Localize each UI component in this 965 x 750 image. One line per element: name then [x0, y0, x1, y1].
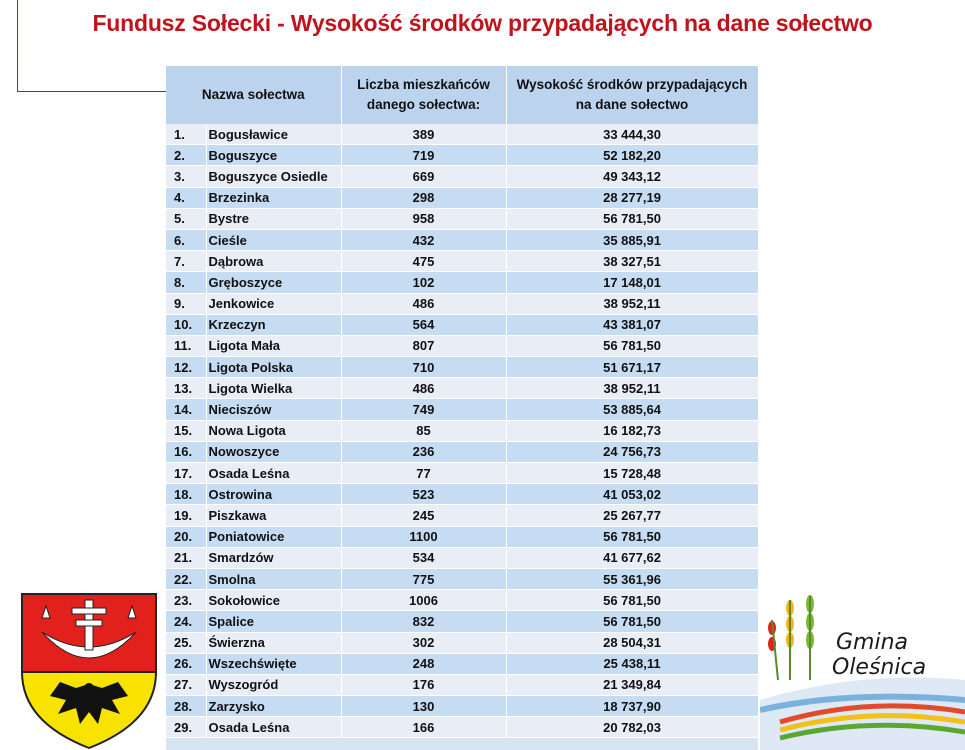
- row-name: Krzeczyn: [206, 314, 341, 335]
- row-amount: 56 781,50: [506, 611, 758, 632]
- row-population: 1100: [341, 526, 506, 547]
- row-number: 12.: [166, 357, 206, 378]
- table-row: [166, 441, 758, 462]
- row-name: Ligota Polska: [206, 357, 341, 378]
- row-number: 7.: [166, 251, 206, 272]
- row-number: 2.: [166, 145, 206, 166]
- table-row: [166, 166, 758, 187]
- row-population: 710: [341, 357, 506, 378]
- row-amount: 56 781,50: [506, 526, 758, 547]
- row-population: 130: [341, 696, 506, 717]
- table-row: [166, 484, 758, 505]
- row-number: 16.: [166, 441, 206, 462]
- row-name: Boguszyce: [206, 145, 341, 166]
- row-amount: 52 182,20: [506, 145, 758, 166]
- row-population: 749: [341, 399, 506, 420]
- row-name: Spalice: [206, 611, 341, 632]
- table-row: [166, 335, 758, 356]
- row-amount: 41 677,62: [506, 547, 758, 568]
- row-population: 564: [341, 314, 506, 335]
- row-amount: 38 952,11: [506, 293, 758, 314]
- table-row: [166, 526, 758, 547]
- row-number: 13.: [166, 378, 206, 399]
- row-population: 245: [341, 505, 506, 526]
- row-amount: 16 182,73: [506, 420, 758, 441]
- row-population: 176: [341, 674, 506, 695]
- row-name: Piszkawa: [206, 505, 341, 526]
- row-name: Osada Leśna: [206, 463, 341, 484]
- row-population: 523: [341, 484, 506, 505]
- row-name: Ligota Mała: [206, 335, 341, 356]
- row-name: Dąbrowa: [206, 251, 341, 272]
- table-body: [166, 124, 758, 738]
- row-amount: 56 781,50: [506, 335, 758, 356]
- row-name: Wyszogród: [206, 674, 341, 695]
- table-row: [166, 145, 758, 166]
- row-name: Smardzów: [206, 547, 341, 568]
- row-population: 832: [341, 611, 506, 632]
- row-number: 28.: [166, 696, 206, 717]
- row-number: 29.: [166, 717, 206, 738]
- row-amount: 20 782,03: [506, 717, 758, 738]
- table-row: [166, 251, 758, 272]
- row-name: Gręboszyce: [206, 272, 341, 293]
- row-number: 9.: [166, 293, 206, 314]
- row-amount: 38 952,11: [506, 378, 758, 399]
- table-row: [166, 124, 758, 145]
- row-name: Wszechświęte: [206, 653, 341, 674]
- row-number: 5.: [166, 208, 206, 229]
- row-name: Smolna: [206, 568, 341, 589]
- row-amount: 21 349,84: [506, 674, 758, 695]
- row-amount: 15 728,48: [506, 463, 758, 484]
- row-amount: 41 053,02: [506, 484, 758, 505]
- row-number: 6.: [166, 229, 206, 250]
- table-row: [166, 187, 758, 208]
- row-amount: 18 737,90: [506, 696, 758, 717]
- row-population: 85: [341, 420, 506, 441]
- page-title: Fundusz Sołecki - Wysokość środków przypadających na dane sołectwo: [92, 10, 873, 36]
- row-name: Nowa Ligota: [206, 420, 341, 441]
- row-population: 475: [341, 251, 506, 272]
- row-name: Zarzysko: [206, 696, 341, 717]
- decorative-line-vertical: [17, 0, 18, 92]
- row-population: 719: [341, 145, 506, 166]
- row-amount: 56 781,50: [506, 208, 758, 229]
- row-number: 17.: [166, 463, 206, 484]
- row-number: 25.: [166, 632, 206, 653]
- table-row: [166, 547, 758, 568]
- row-amount: 33 444,30: [506, 124, 758, 145]
- table-row: [166, 357, 758, 378]
- row-population: 166: [341, 717, 506, 738]
- row-number: 19.: [166, 505, 206, 526]
- row-name: Nieciszów: [206, 399, 341, 420]
- funds-table: [166, 66, 759, 738]
- row-number: 8.: [166, 272, 206, 293]
- decorative-line-horizontal: [17, 91, 167, 92]
- table-row: [166, 632, 758, 653]
- row-amount: 17 148,01: [506, 272, 758, 293]
- table-row: [166, 314, 758, 335]
- table-row: [166, 611, 758, 632]
- row-population: 1006: [341, 590, 506, 611]
- row-name: Świerzna: [206, 632, 341, 653]
- row-name: Bystre: [206, 208, 341, 229]
- row-name: Jenkowice: [206, 293, 341, 314]
- row-amount: 25 438,11: [506, 653, 758, 674]
- row-name: Boguszyce Osiedle: [206, 166, 341, 187]
- table-row: [166, 568, 758, 589]
- row-name: Poniatowice: [206, 526, 341, 547]
- row-population: 236: [341, 441, 506, 462]
- table-row: [166, 653, 758, 674]
- row-number: 26.: [166, 653, 206, 674]
- row-number: 3.: [166, 166, 206, 187]
- row-amount: 56 781,50: [506, 590, 758, 611]
- row-population: 669: [341, 166, 506, 187]
- row-amount: 25 267,77: [506, 505, 758, 526]
- row-population: 248: [341, 653, 506, 674]
- table-row: [166, 208, 758, 229]
- row-amount: 35 885,91: [506, 229, 758, 250]
- header-amount: Wysokość środków przypadających na dane sołectwo: [506, 66, 758, 124]
- table-row: [166, 717, 758, 738]
- table-row: [166, 674, 758, 695]
- row-population: 389: [341, 124, 506, 145]
- row-name: Ostrowina: [206, 484, 341, 505]
- table-row: [166, 272, 758, 293]
- row-amount: 28 504,31: [506, 632, 758, 653]
- row-population: 298: [341, 187, 506, 208]
- funds-table-container: [166, 66, 758, 750]
- row-amount: 51 671,17: [506, 357, 758, 378]
- table-row: [166, 378, 758, 399]
- row-amount: 55 361,96: [506, 568, 758, 589]
- table-row: [166, 590, 758, 611]
- coat-of-arms-icon: [20, 592, 158, 750]
- table-row: [166, 293, 758, 314]
- row-number: 11.: [166, 335, 206, 356]
- row-amount: 24 756,73: [506, 441, 758, 462]
- logo-text-line2: Oleśnica: [832, 655, 927, 680]
- row-population: 958: [341, 208, 506, 229]
- row-population: 102: [341, 272, 506, 293]
- row-population: 486: [341, 378, 506, 399]
- row-number: 20.: [166, 526, 206, 547]
- row-population: 432: [341, 229, 506, 250]
- row-name: Bogusławice: [206, 124, 341, 145]
- row-name: Cieśle: [206, 229, 341, 250]
- row-number: 24.: [166, 611, 206, 632]
- table-header-row: [166, 66, 758, 124]
- table-row: [166, 420, 758, 441]
- row-population: 486: [341, 293, 506, 314]
- row-number: 15.: [166, 420, 206, 441]
- row-number: 10.: [166, 314, 206, 335]
- table-row: [166, 696, 758, 717]
- row-name: Sokołowice: [206, 590, 341, 611]
- row-number: 27.: [166, 674, 206, 695]
- row-population: 77: [341, 463, 506, 484]
- table-row: [166, 463, 758, 484]
- table-row: [166, 399, 758, 420]
- row-number: 4.: [166, 187, 206, 208]
- table-row: [166, 505, 758, 526]
- row-population: 807: [341, 335, 506, 356]
- row-amount: 43 381,07: [506, 314, 758, 335]
- logo-text-line1: Gmina: [836, 630, 909, 655]
- row-number: 14.: [166, 399, 206, 420]
- row-name: Nowoszyce: [206, 441, 341, 462]
- row-number: 18.: [166, 484, 206, 505]
- row-number: 21.: [166, 547, 206, 568]
- header-population: Liczba mieszkańców danego sołectwa:: [341, 66, 506, 124]
- row-number: 1.: [166, 124, 206, 145]
- row-name: Ligota Wielka: [206, 378, 341, 399]
- row-amount: 49 343,12: [506, 166, 758, 187]
- row-population: 534: [341, 547, 506, 568]
- row-amount: 53 885,64: [506, 399, 758, 420]
- row-name: Osada Leśna: [206, 717, 341, 738]
- row-population: 302: [341, 632, 506, 653]
- row-number: 23.: [166, 590, 206, 611]
- row-population: 775: [341, 568, 506, 589]
- row-number: 22.: [166, 568, 206, 589]
- row-name: Brzezinka: [206, 187, 341, 208]
- header-name: Nazwa sołectwa: [166, 66, 341, 124]
- row-amount: 38 327,51: [506, 251, 758, 272]
- row-amount: 28 277,19: [506, 187, 758, 208]
- table-row: [166, 229, 758, 250]
